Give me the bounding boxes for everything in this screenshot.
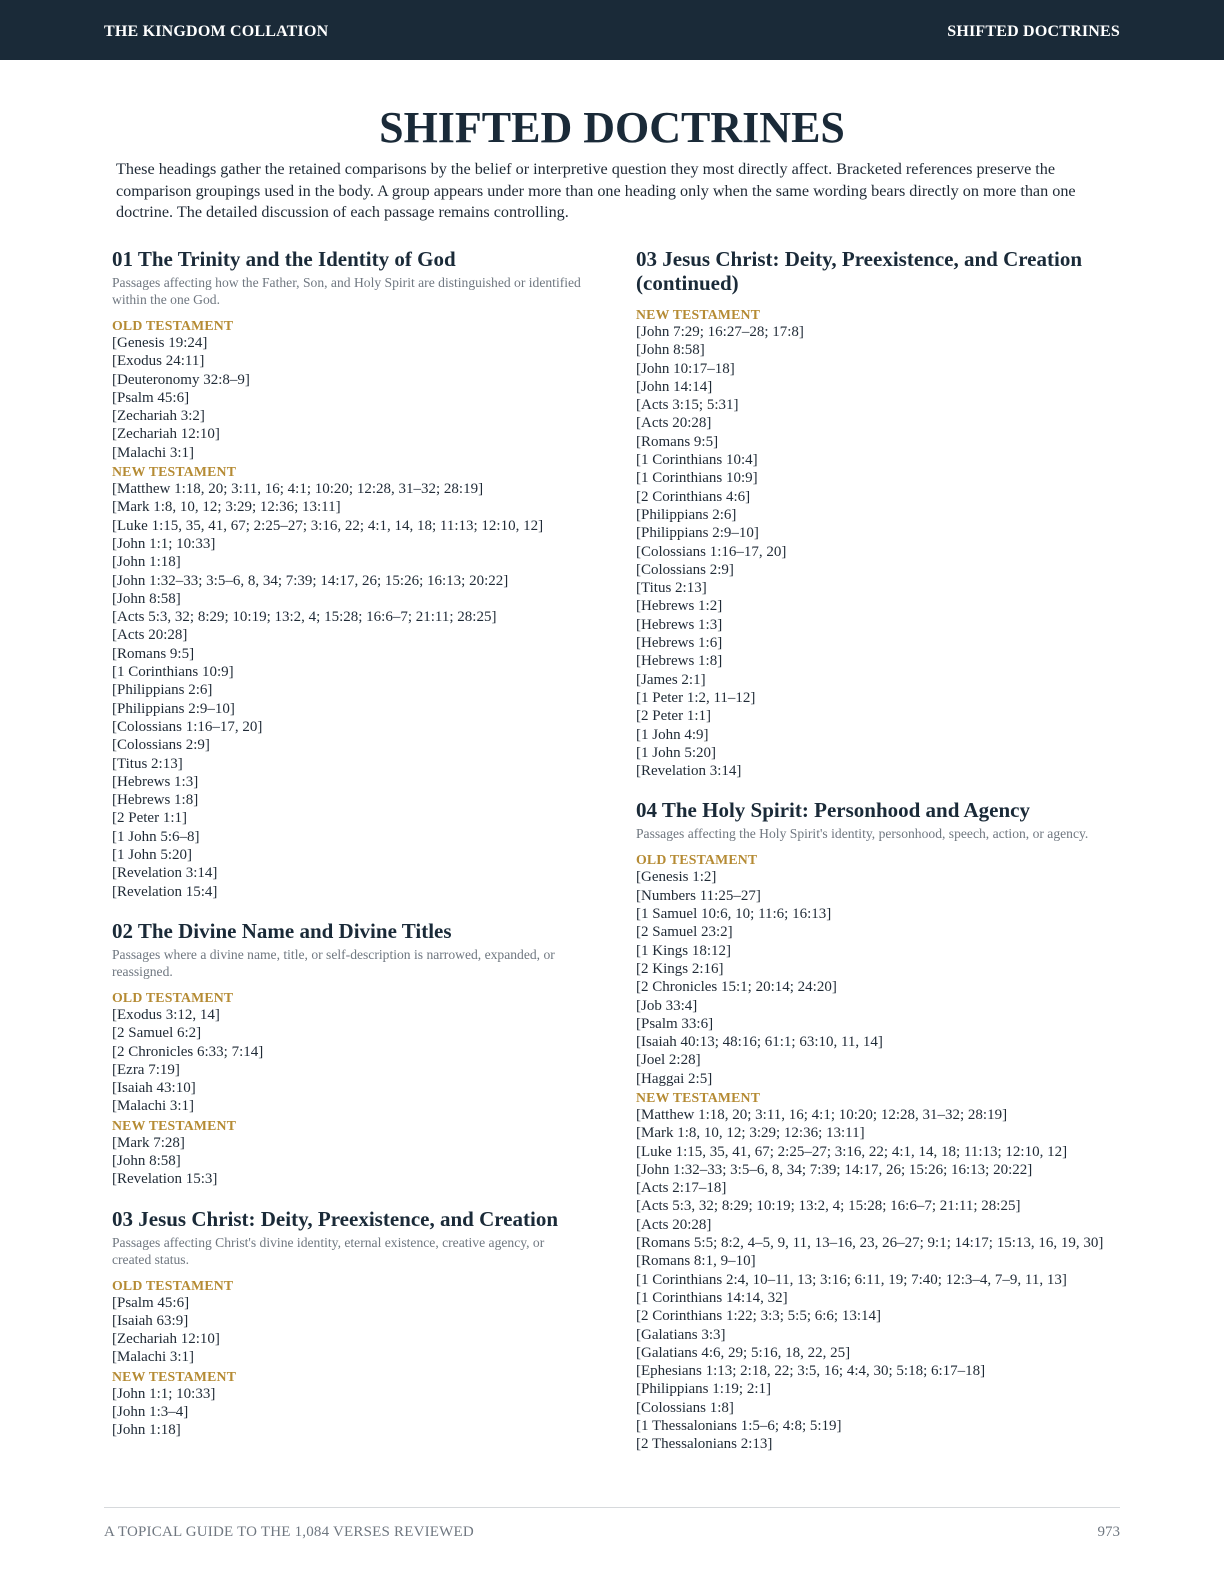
reference-item: [Titus 2:13] <box>112 755 183 772</box>
page-number: 973 <box>1097 1524 1120 1540</box>
reference-list <box>636 1106 1116 1454</box>
section-description: Passages affecting how the Father, Son, and Holy Spirit are distinguished or identified within the one God. <box>112 275 581 307</box>
reference-item: [Isaiah 63:9] <box>112 1312 189 1329</box>
reference-item: [Hebrews 1:8] <box>636 653 723 670</box>
reference-item: [2 Corinthians 4:6] <box>636 488 751 505</box>
reference-item: [John 8:58] <box>112 590 181 607</box>
reference-item: [Matthew 1:18, 20; 3:11, 16; 4:1; 10:20; 12:28, 31–32; 28:19] <box>636 1106 1008 1123</box>
reference-item: [1 John 4:9] <box>636 726 709 743</box>
reference-item: [Philippians 2:6] <box>112 682 213 699</box>
reference-item: [Galatians 3:3] <box>636 1326 726 1343</box>
reference-item: [Acts 20:28] <box>112 627 188 644</box>
reference-item: [Hebrews 1:6] <box>636 635 723 652</box>
reference-item: [1 Peter 1:2, 11–12] <box>636 689 756 706</box>
testament-label: OLD TESTAMENT <box>636 852 758 868</box>
reference-list <box>112 1294 582 1367</box>
testament-label: NEW TESTAMENT <box>112 1368 237 1384</box>
reference-item: [Philippians 2:9–10] <box>636 525 759 542</box>
reference-item: [2 Thessalonians 2:13] <box>636 1436 773 1453</box>
reference-item: [Ephesians 1:13; 2:18, 22; 3:5, 16; 4:4, 30; 5:18; 6:17–18] <box>636 1363 986 1380</box>
section-description: Passages affecting the Holy Spirit's identity, personhood, speech, action, or agency. <box>636 826 1089 842</box>
testament-label: OLD TESTAMENT <box>112 989 234 1005</box>
reference-item: [John 1:32–33; 3:5–6, 8, 34; 7:39; 14:17, 26; 15:26; 16:13; 20:22] <box>636 1161 1033 1178</box>
testament-label: NEW TESTAMENT <box>636 307 761 322</box>
reference-item: [Luke 1:15, 35, 41, 67; 2:25–27; 3:16, 22; 4:1, 14, 18; 11:13; 12:10, 12] <box>636 1143 1068 1160</box>
section-heading: 04 The Holy Spirit: Personhood and Agency <box>636 798 1030 823</box>
reference-item: [Revelation 15:4] <box>112 883 218 900</box>
reference-item: [Zechariah 3:2] <box>112 408 205 425</box>
testament-label: NEW TESTAMENT <box>112 464 237 480</box>
reference-list <box>112 334 582 462</box>
reference-item: [John 1:32–33; 3:5–6, 8, 34; 7:39; 14:17, 26; 15:26; 16:13; 20:22] <box>112 572 509 589</box>
reference-list <box>112 480 582 901</box>
reference-item: [John 1:18] <box>112 554 181 571</box>
reference-item: [John 1:3–4] <box>112 1404 189 1421</box>
reference-item: [Psalm 45:6] <box>112 389 190 406</box>
footer-divider <box>104 1507 1120 1508</box>
reference-item: [Colossians 1:8] <box>636 1399 734 1416</box>
reference-item: [Revelation 3:14] <box>636 763 742 780</box>
reference-item: [Colossians 1:16–17, 20] <box>636 543 787 560</box>
reference-item: [Mark 1:8, 10, 12; 3:29; 12:36; 13:11] <box>112 499 341 516</box>
right-column <box>636 247 1116 1454</box>
doctrine-section <box>636 798 1116 1453</box>
reference-item: [2 Chronicles 15:1; 20:14; 24:20] <box>636 979 837 996</box>
reference-item: [1 Corinthians 10:9] <box>112 664 234 681</box>
reference-item: [Revelation 3:14] <box>112 865 218 882</box>
reference-item: [Acts 2:17–18] <box>636 1180 727 1197</box>
section-heading: 01 The Trinity and the Identity of God <box>112 247 456 271</box>
reference-item: [Galatians 4:6, 29; 5:16, 18, 22, 25] <box>636 1344 851 1361</box>
reference-item: [John 1:1; 10:33] <box>112 535 216 552</box>
reference-item: [Matthew 1:18, 20; 3:11, 16; 4:1; 10:20; 12:28, 31–32; 28:19] <box>112 481 484 498</box>
reference-item: [John 8:58] <box>636 342 705 359</box>
reference-item: [Colossians 2:9] <box>636 561 734 578</box>
reference-item: [Romans 5:5; 8:2, 4–5, 9, 11, 13–16, 23, 26–27; 9:1; 14:17; 15:13, 16, 19, 30] <box>636 1235 1104 1252</box>
reference-item: [1 Corinthians 14:14, 32] <box>636 1289 788 1306</box>
reference-item: [Acts 3:15; 5:31] <box>636 397 739 414</box>
reference-item: [Philippians 2:6] <box>636 506 737 523</box>
reference-item: [Malachi 3:1] <box>112 444 195 461</box>
reference-item: [John 8:58] <box>112 1152 181 1169</box>
reference-list <box>636 868 1116 1088</box>
testament-label: OLD TESTAMENT <box>112 1277 234 1293</box>
reference-item: [John 10:17–18] <box>636 360 735 377</box>
header-right-title: SHIFTED DOCTRINES <box>947 23 1120 40</box>
doctrine-section <box>636 247 1116 780</box>
reference-item: [Deuteronomy 32:8–9] <box>112 371 250 388</box>
reference-item: [Acts 20:28] <box>636 1216 712 1233</box>
reference-list <box>112 1006 582 1116</box>
reference-item: [John 7:29; 16:27–28; 17:8] <box>636 324 804 340</box>
reference-item: [1 Corinthians 10:9] <box>636 470 758 487</box>
reference-item: [1 Kings 18:12] <box>636 942 731 959</box>
reference-item: [2 Peter 1:1] <box>112 810 187 827</box>
reference-item: [Revelation 15:3] <box>112 1171 218 1188</box>
reference-item: [Malachi 3:1] <box>112 1349 195 1366</box>
footer-running-title: A TOPICAL GUIDE TO THE 1,084 VERSES REVIEWED <box>104 1524 474 1540</box>
section-description: Passages where a divine name, title, or self-description is narrowed, expanded, or reassigned. <box>112 946 555 979</box>
doctrine-section <box>112 919 582 1189</box>
reference-item: [Exodus 24:11] <box>112 353 205 370</box>
reference-item: [1 John 5:20] <box>636 744 716 761</box>
reference-item: [1 Thessalonians 1:5–6; 4:8; 5:19] <box>636 1418 842 1435</box>
reference-item: [Hebrews 1:3] <box>112 773 199 790</box>
intro-paragraph: These headings gather the retained comparisons by the belief or interpretive question they most directly affect. Bracketed references preserve the comparison groupings used in the body. A group appears under more than one heading only when the same wording bears directly on more than one doctrine. The detailed discussion of each passage remains controlling. <box>116 160 1076 221</box>
reference-item: [John 1:1; 10:33] <box>112 1385 216 1402</box>
reference-list <box>112 1385 582 1440</box>
reference-item: [2 Samuel 6:2] <box>112 1025 202 1042</box>
reference-item: [Zechariah 12:10] <box>112 426 220 443</box>
reference-item: [1 Samuel 10:6, 10; 11:6; 16:13] <box>636 906 832 923</box>
reference-item: [1 Corinthians 2:4, 10–11, 13; 3:16; 6:11, 19; 7:40; 12:3–4, 7–9, 11, 13] <box>636 1271 1067 1288</box>
reference-list <box>112 1134 582 1189</box>
section-heading: 02 The Divine Name and Divine Titles <box>112 918 452 943</box>
reference-item: [Romans 9:5] <box>636 433 719 450</box>
reference-item: [2 Chronicles 6:33; 7:14] <box>112 1043 264 1060</box>
testament-label: NEW TESTAMENT <box>112 1117 237 1133</box>
reference-item: [Mark 1:8, 10, 12; 3:29; 12:36; 13:11] <box>636 1125 865 1142</box>
reference-item: [Philippians 2:9–10] <box>112 700 235 717</box>
reference-item: [2 Peter 1:1] <box>636 708 711 725</box>
reference-item: [1 John 5:6–8] <box>112 828 200 845</box>
reference-item: [Colossians 1:16–17, 20] <box>112 718 263 735</box>
left-column <box>112 247 582 1440</box>
testament-label: NEW TESTAMENT <box>636 1089 761 1105</box>
running-header <box>0 0 1224 60</box>
section-heading: 03 Jesus Christ: Deity, Preexistence, and Creation <box>112 1206 559 1231</box>
reference-item: [James 2:1] <box>636 671 706 688</box>
reference-item: [2 Corinthians 1:22; 3:3; 5:5; 6:6; 13:14] <box>636 1308 881 1325</box>
reference-item: [Romans 8:1, 9–10] <box>636 1253 756 1270</box>
reference-item: [Titus 2:13] <box>636 580 707 597</box>
header-left-title: THE KINGDOM COLLATION <box>104 23 329 40</box>
reference-item: [2 Kings 2:16] <box>636 960 724 977</box>
doctrine-section <box>112 247 582 901</box>
reference-item: [Ezra 7:19] <box>112 1061 180 1078</box>
reference-item: [Psalm 45:6] <box>112 1294 190 1311</box>
reference-item: [1 John 5:20] <box>112 847 192 864</box>
doctrine-section <box>112 1207 582 1440</box>
reference-item: [Zechariah 12:10] <box>112 1331 220 1348</box>
reference-item: [Malachi 3:1] <box>112 1098 195 1115</box>
reference-item: [Hebrews 1:8] <box>112 792 199 809</box>
reference-item: [Exodus 3:12, 14] <box>112 1006 220 1023</box>
reference-item: [Romans 9:5] <box>112 645 195 662</box>
section-heading: 03 Jesus Christ: Deity, Preexistence, and Creation (continued) <box>636 247 1083 295</box>
reference-item: [Isaiah 40:13; 48:16; 61:1; 63:10, 11, 14] <box>636 1034 883 1051</box>
reference-item: [Genesis 19:24] <box>112 335 208 351</box>
reference-list <box>636 323 1116 780</box>
reference-item: [John 14:14] <box>636 378 713 395</box>
reference-item: [Psalm 33:6] <box>636 1015 714 1032</box>
reference-item: [Joel 2:28] <box>636 1052 701 1069</box>
reference-item: [Numbers 11:25–27] <box>636 887 761 904</box>
reference-item: [Hebrews 1:2] <box>636 598 723 615</box>
page-title: SHIFTED DOCTRINES <box>379 103 845 152</box>
reference-item: [Acts 5:3, 32; 8:29; 10:19; 13:2, 4; 15:28; 16:6–7; 21:11; 28:25] <box>112 609 497 626</box>
reference-item: [Haggai 2:5] <box>636 1070 713 1087</box>
reference-item: [Genesis 1:2] <box>636 869 717 886</box>
reference-item: [Luke 1:15, 35, 41, 67; 2:25–27; 3:16, 22; 4:1, 14, 18; 11:13; 12:10, 12] <box>112 517 544 534</box>
reference-item: [Job 33:4] <box>636 997 698 1014</box>
reference-item: [2 Samuel 23:2] <box>636 924 733 941</box>
reference-item: [1 Corinthians 10:4] <box>636 452 758 469</box>
reference-item: [Hebrews 1:3] <box>636 616 723 633</box>
reference-item: [Acts 5:3, 32; 8:29; 10:19; 13:2, 4; 15:28; 16:6–7; 21:11; 28:25] <box>636 1198 1021 1215</box>
testament-label: OLD TESTAMENT <box>112 318 234 333</box>
reference-item: [Colossians 2:9] <box>112 737 210 754</box>
reference-item: [John 1:18] <box>112 1422 181 1439</box>
reference-item: [Isaiah 43:10] <box>112 1080 196 1097</box>
reference-item: [Mark 7:28] <box>112 1134 185 1151</box>
reference-item: [Philippians 1:19; 2:1] <box>636 1381 771 1398</box>
section-description: Passages affecting Christ's divine identity, eternal existence, creative agency, or created status. <box>112 1234 545 1267</box>
reference-item: [Acts 20:28] <box>636 415 712 432</box>
